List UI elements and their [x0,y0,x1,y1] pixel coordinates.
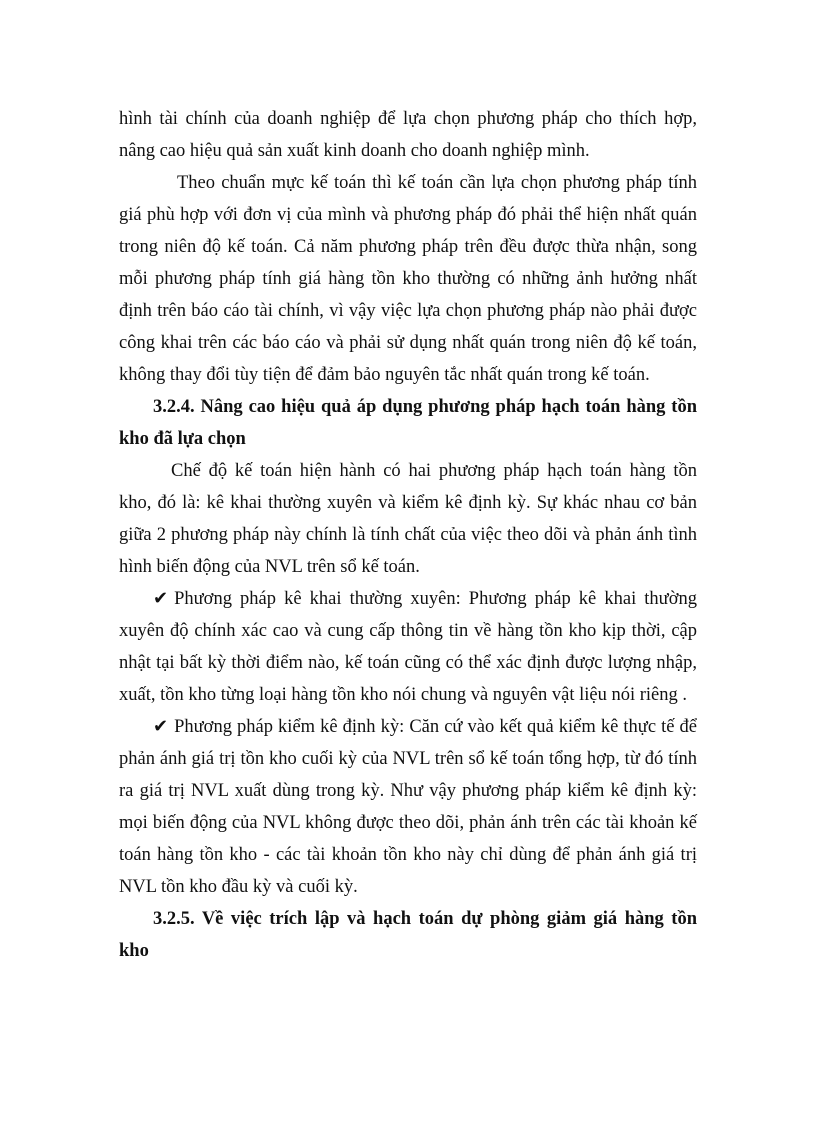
paragraph-accounting-standards [119,167,697,391]
bullet-periodic-method [119,711,697,903]
checkmark-icon: ✔ [153,716,169,737]
text-line: Chế độ kế toán hiện hành có hai phương pháp hạch toán hàng tồn [171,461,697,481]
bullet-first-line [119,583,697,615]
text-line: hình biến động của NVL trên sổ kế toán. [119,557,420,577]
heading-line: kho [119,941,149,961]
text-line: mọi biến động của NVL không được theo dõi, phản ánh trên các tài khoản kế [119,813,697,833]
heading-line: 3.2.4. Nâng cao hiệu quả áp dụng phương pháp hạch toán hàng tồn [153,397,697,417]
text-line: Phương pháp kiểm kê định kỳ: Căn cứ vào kết quả kiểm kê thực tế để [174,717,697,737]
text-line: ra giá trị NVL xuất dùng trong kỳ. Như vậy phương pháp kiểm kê định kỳ: [119,781,697,801]
bullet-first-line [119,711,697,743]
heading-line: 3.2.5. Về việc trích lập và hạch toán dự phòng giảm giá hàng tồn [153,909,697,929]
text-line: xuyên độ chính xác cao và cung cấp thông tin về hàng tồn kho kịp thời, cập [119,621,697,641]
heading-line: kho đã lựa chọn [119,429,246,449]
bullet-perpetual-method [119,583,697,711]
checkmark-icon: ✔ [153,588,169,609]
text-line: phản ánh giá trị tồn kho cuối kỳ của NVL trên sổ kế toán tổng hợp, từ đó tính [119,749,697,769]
text-line: mỗi phương pháp tính giá hàng tồn kho thường có những ảnh hưởng nhất [119,269,697,289]
section-heading-3-2-4 [119,391,697,455]
text-line: xuất, tồn kho từng loại hàng tồn kho nói chung và nguyên vật liệu nói riêng . [119,685,688,705]
text-line: nâng cao hiệu quả sản xuất kinh doanh cho doanh nghiệp mình. [119,141,590,161]
text-line: giữa 2 phương pháp này chính là tính chất của việc theo dõi và phản ánh tình [119,525,697,545]
text-line: kho, đó là: kê khai thường xuyên và kiểm kê định kỳ. Sự khác nhau cơ bản [119,493,697,513]
text-line: giá phù hợp với đơn vị của mình và phương pháp đó phải thể hiện nhất quán [119,205,697,225]
text-line: công khai trên các báo cáo và phải sử dụng nhất quán trong niên độ kế toán, [119,333,697,353]
paragraph-intro-continuation [119,103,697,167]
document-page [119,103,697,967]
paragraph-inventory-methods [119,455,697,583]
text-line: toán hàng tồn kho - các tài khoản tồn kho này chỉ dùng để phản ánh giá trị [119,845,697,865]
text-line: nhật tại bất kỳ thời điểm nào, kế toán cũng có thể xác định được lượng nhập, [119,653,697,673]
text-line: Phương pháp kê khai thường xuyên: Phương pháp kê khai thường [174,589,697,609]
text-line: không thay đổi tùy tiện để đảm bảo nguyên tắc nhất quán trong kế toán. [119,365,650,385]
text-line: hình tài chính của doanh nghiệp để lựa chọn phương pháp cho thích hợp, [119,109,697,129]
text-line: trong niên độ kế toán. Cả năm phương pháp trên đều được thừa nhận, song [119,237,697,257]
section-heading-3-2-5 [119,903,697,967]
text-line: định trên báo cáo tài chính, vì vậy việc lựa chọn phương pháp nào phải được [119,301,697,321]
text-line: Theo chuẩn mực kế toán thì kế toán cần lựa chọn phương pháp tính [177,173,697,193]
text-line: NVL tồn kho đầu kỳ và cuối kỳ. [119,877,358,897]
